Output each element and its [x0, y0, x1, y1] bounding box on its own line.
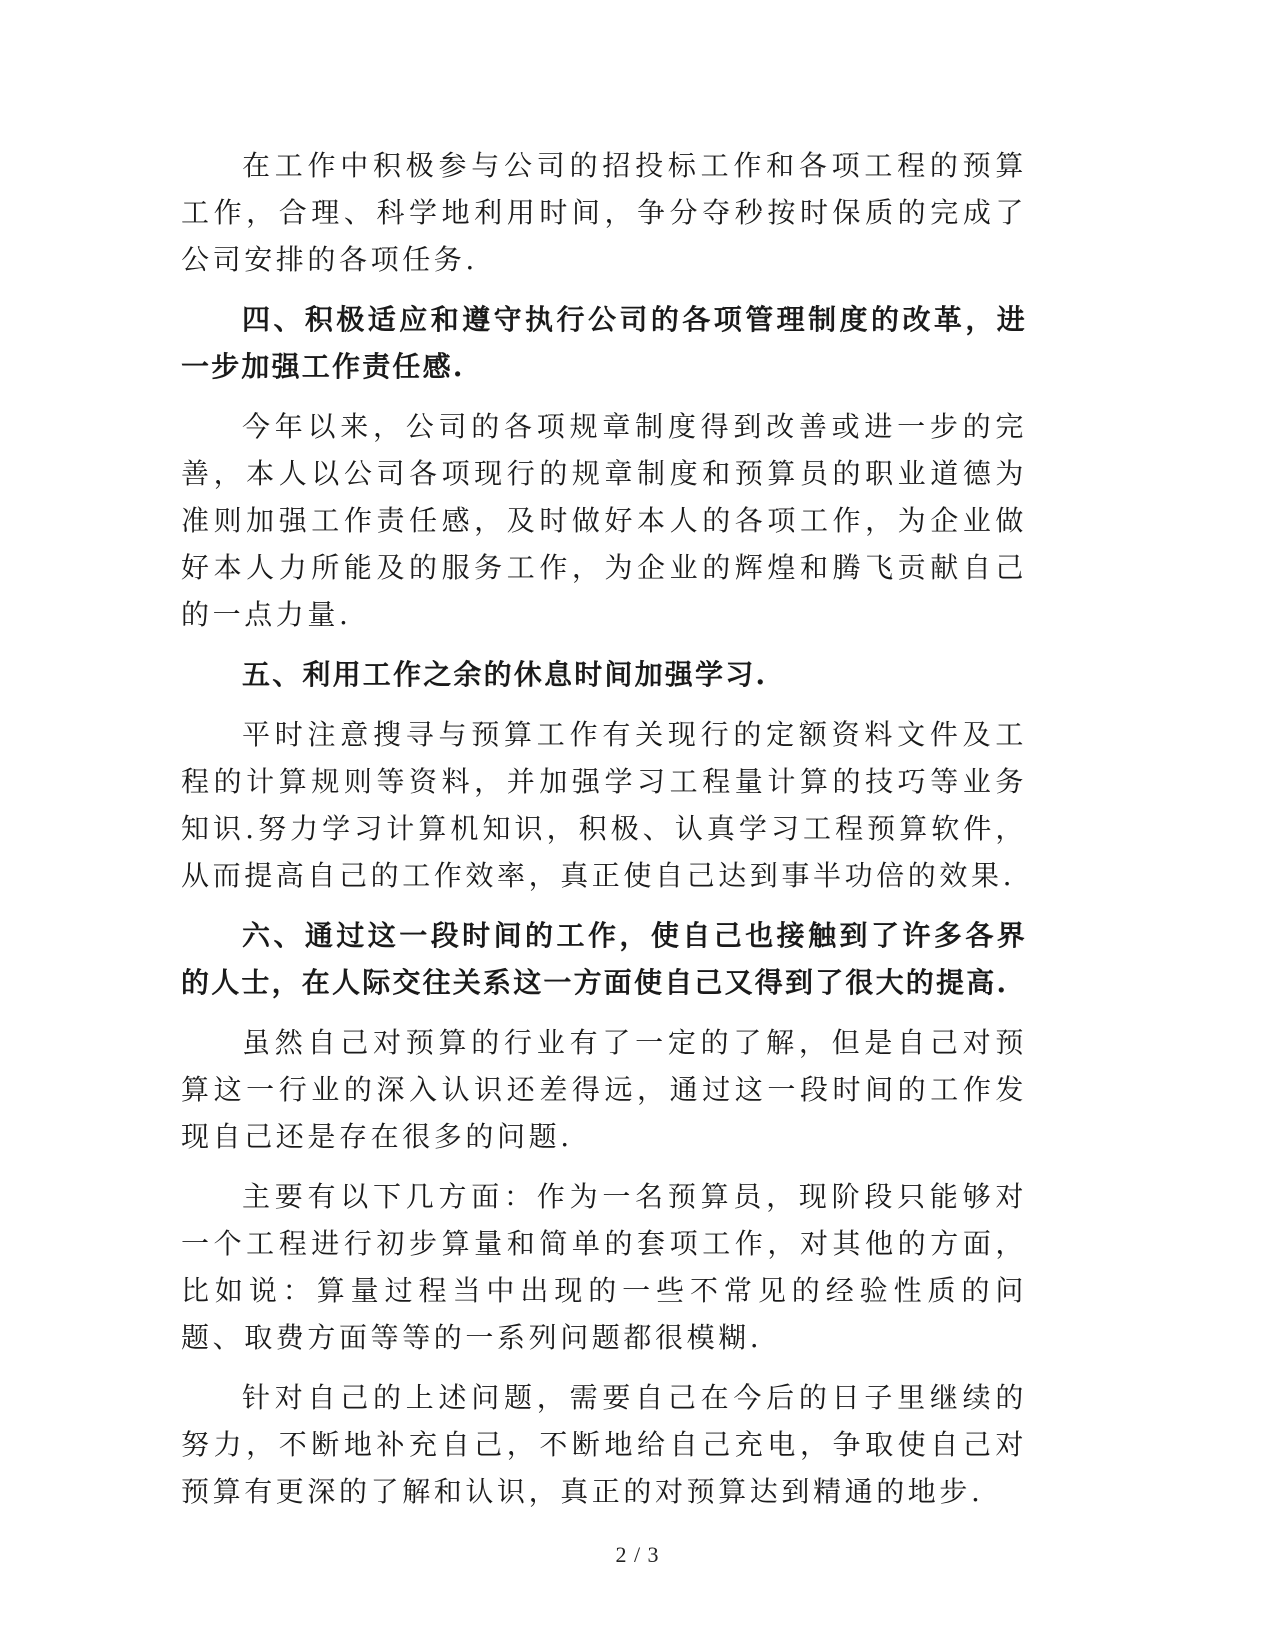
body-paragraph: 主要有以下几方面：作为一名预算员，现阶段只能够对一个工程进行初步算量和简单的套项工作，对其他的方面，比如说：算量过程当中出现的一些不常见的经验性质的问题、取费方面等等的一系列问题都很模糊. — [181, 1180, 1027, 1354]
body-paragraph: 平时注意搜寻与预算工作有关现行的定额资料文件及工程的计算规则等资料，并加强学习工程量计算的技巧等业务知识.努力学习计算机知识，积极、认真学习工程预算软件，从而提高自己的工作效率，真正使自己达到事半功倍的效果. — [181, 718, 1027, 892]
body-paragraph: 今年以来，公司的各项规章制度得到改善或进一步的完善，本人以公司各项现行的规章制度和预算员的职业道德为准则加强工作责任感，及时做好本人的各项工作，为企业做好本人力所能及的服务工作，为企业的辉煌和腾飞贡献自己的一点力量. — [181, 410, 1027, 631]
body-paragraph: 虽然自己对预算的行业有了一定的了解，但是自己对预算这一行业的深入认识还差得远，通过这一段时间的工作发现自己还是存在很多的问题. — [181, 1026, 1027, 1153]
section-heading: 六、通过这一段时间的工作，使自己也接触到了许多各界的人士，在人际交往关系这一方面使自己又得到了很大的提高. — [181, 919, 1027, 999]
page-number: 2 / 3 — [615, 1542, 660, 1567]
section-heading: 四、积极适应和遵守执行公司的各项管理制度的改革，进一步加强工作责任感. — [181, 303, 1027, 383]
document-body — [181, 142, 1027, 1528]
body-paragraph: 在工作中积极参与公司的招投标工作和各项工程的预算工作，合理、科学地利用时间，争分夺秒按时保质的完成了公司安排的各项任务. — [181, 149, 1027, 276]
section-heading: 五、利用工作之余的休息时间加强学习. — [242, 658, 768, 691]
body-paragraph: 针对自己的上述问题，需要自己在今后的日子里继续的努力，不断地补充自己，不断地给自己充电，争取使自己对预算有更深的了解和认识，真正的对预算达到精通的地步. — [181, 1381, 1027, 1508]
